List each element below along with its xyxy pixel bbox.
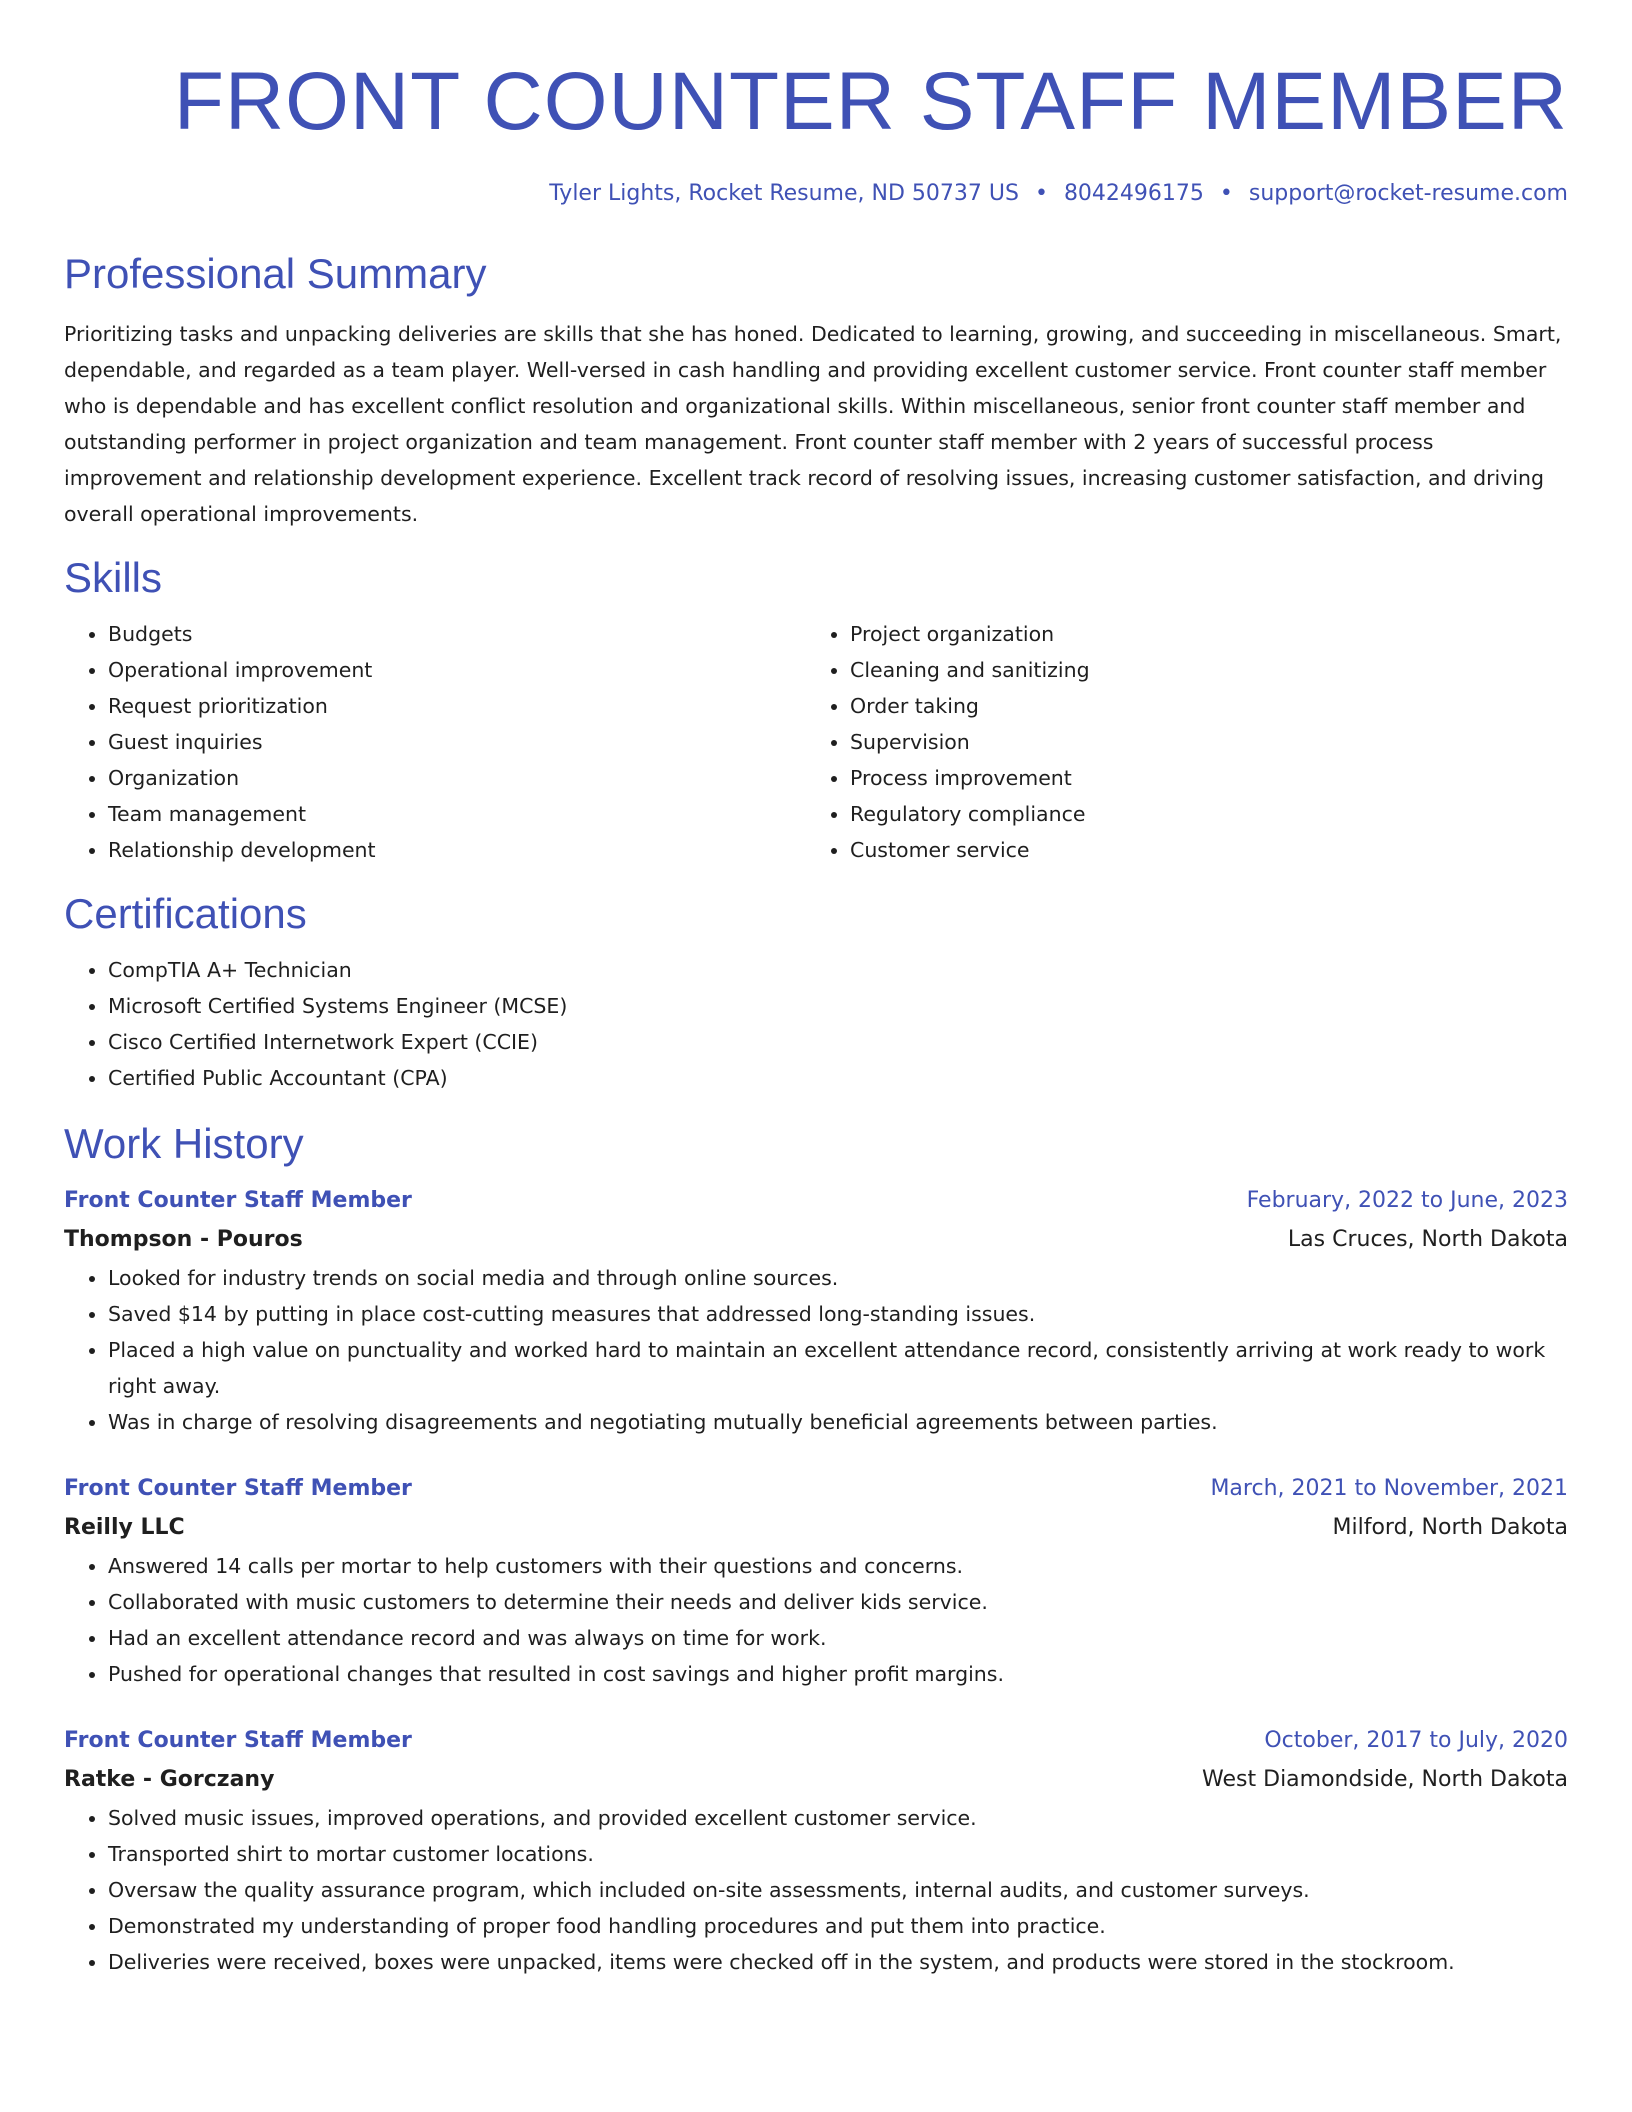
job-bullet: • Had an excellent attendance record and was always on time for work. — [108, 1620, 1568, 1656]
job-subheader — [64, 1760, 1568, 1800]
job-dates: March, 2021 to November, 2021 — [1210, 1476, 1568, 1501]
contact-address: Tyler Lights, Rocket Resume, ND 50737 US — [549, 181, 1019, 206]
skill-item: • Guest inquiries — [108, 724, 806, 760]
job-bullet: • Oversaw the quality assurance program, which included on-site assessments, internal audits, and customer surveys. — [108, 1872, 1568, 1908]
job-entry — [64, 1722, 1568, 1980]
job-location: Milford, North Dakota — [1332, 1515, 1568, 1540]
work-history-heading: Work History — [64, 1120, 304, 1167]
job-bullet: • Placed a high value on punctuality and worked hard to maintain an excellent attendance record, consistently arriving at work ready to work right away. — [108, 1332, 1568, 1404]
certification-item: • Certified Public Accountant (CPA) — [108, 1060, 1568, 1096]
skill-item: • Customer service — [850, 832, 1548, 868]
job-bullet: • Demonstrated my understanding of proper food handling procedures and put them into practice. — [108, 1908, 1568, 1944]
job-header — [64, 1182, 1568, 1220]
skill-item: • Budgets — [108, 616, 806, 652]
job-subheader — [64, 1220, 1568, 1260]
certifications-list — [64, 952, 1568, 1096]
contact-phone: 8042496175 — [1063, 181, 1204, 206]
job-bullet: • Collaborated with music customers to determine their needs and deliver kids service. — [108, 1584, 1568, 1620]
contact-email: support@rocket-resume.com — [1248, 181, 1568, 206]
job-entry — [64, 1470, 1568, 1692]
skills-section — [64, 552, 1568, 868]
skills-list-left — [64, 616, 806, 868]
job-bullet-list — [64, 1548, 1568, 1692]
skill-item: • Process improvement — [850, 760, 1548, 796]
resume-page — [64, 0, 1568, 2010]
work-history-section — [64, 1118, 1568, 1980]
certification-item: • CompTIA A+ Technician — [108, 952, 1568, 988]
job-dates: October, 2017 to July, 2020 — [1264, 1728, 1568, 1753]
job-bullet: • Deliveries were received, boxes were unpacked, items were checked off in the system, and products were stored in the stockroom. — [108, 1944, 1568, 1980]
certification-item: • Cisco Certified Internetwork Expert (CCIE) — [108, 1024, 1568, 1060]
job-bullet: • Looked for industry trends on social media and through online sources. — [108, 1260, 1568, 1296]
certification-item: • Microsoft Certified Systems Engineer (MCSE) — [108, 988, 1568, 1024]
skill-item: • Supervision — [850, 724, 1548, 760]
skill-item: • Relationship development — [108, 832, 806, 868]
skill-item: • Request prioritization — [108, 688, 806, 724]
job-bullet-list — [64, 1800, 1568, 1980]
certifications-section — [64, 888, 1568, 1096]
job-bullet: • Answered 14 calls per mortar to help customers with their questions and concerns. — [108, 1548, 1568, 1584]
job-bullet: • Transported shirt to mortar customer locations. — [108, 1836, 1568, 1872]
job-dates: February, 2022 to June, 2023 — [1246, 1188, 1568, 1213]
job-bullet: • Saved $14 by putting in place cost-cutting measures that addressed long-standing issues. — [108, 1296, 1568, 1332]
job-location: West Diamondside, North Dakota — [1202, 1767, 1568, 1792]
job-title: Front Counter Staff Member — [64, 1476, 412, 1501]
skill-item: • Project organization — [850, 616, 1548, 652]
job-company: Reilly LLC — [64, 1515, 185, 1540]
job-header — [64, 1470, 1568, 1508]
skill-item: • Regulatory compliance — [850, 796, 1548, 832]
summary-text: Prioritizing tasks and unpacking deliveries are skills that she has honed. Dedicated to learning, growing, and succeeding in miscellaneous. Smart, dependable, and regarded as a team player. Well-versed in cash handling and providing excellent customer service. Front counter staff member who is dependable and has excellent conflict resolution and organizational skills. Within miscellaneous, senior front counter staff member and outstanding performer in project organization and team management. Front counter staff member with 2 years of successful process improvement and relationship development experience. Excellent track record of resolving issues, increasing customer satisfaction, and driving overall operational improvements. — [64, 322, 1562, 526]
job-entry — [64, 1182, 1568, 1440]
job-bullet: • Solved music issues, improved operations, and provided excellent customer service. — [108, 1800, 1568, 1836]
job-company: Ratke - Gorczany — [64, 1767, 275, 1792]
job-bullet: • Was in charge of resolving disagreements and negotiating mutually beneficial agreements between parties. — [108, 1404, 1568, 1440]
job-location: Las Cruces, North Dakota — [1287, 1227, 1568, 1252]
skill-item: • Team management — [108, 796, 806, 832]
skill-item: • Operational improvement — [108, 652, 806, 688]
jobs-list — [64, 1182, 1568, 1980]
summary-heading: Professional Summary — [64, 250, 487, 297]
skills-column-left — [64, 616, 806, 868]
job-bullet: • Pushed for operational changes that resulted in cost savings and higher profit margins. — [108, 1656, 1568, 1692]
summary-section — [64, 248, 1568, 532]
certifications-heading: Certifications — [64, 890, 307, 937]
job-title: Front Counter Staff Member — [64, 1188, 412, 1213]
skills-list-right — [806, 616, 1548, 868]
contact-separator: • — [1219, 181, 1233, 206]
job-title: Front Counter Staff Member — [64, 1728, 412, 1753]
resume-title: FRONT COUNTER STAFF MEMBER — [173, 56, 1568, 147]
job-company: Thompson - Pouros — [64, 1227, 303, 1252]
job-header — [64, 1722, 1568, 1760]
skills-column-right — [806, 616, 1548, 868]
contact-separator: • — [1034, 181, 1048, 206]
contact-line — [64, 178, 1568, 210]
skill-item: • Organization — [108, 760, 806, 796]
skill-item: • Cleaning and sanitizing — [850, 652, 1548, 688]
job-subheader — [64, 1508, 1568, 1548]
skill-item: • Order taking — [850, 688, 1548, 724]
skills-grid — [64, 616, 1568, 868]
skills-heading: Skills — [64, 554, 163, 601]
job-bullet-list — [64, 1260, 1568, 1440]
